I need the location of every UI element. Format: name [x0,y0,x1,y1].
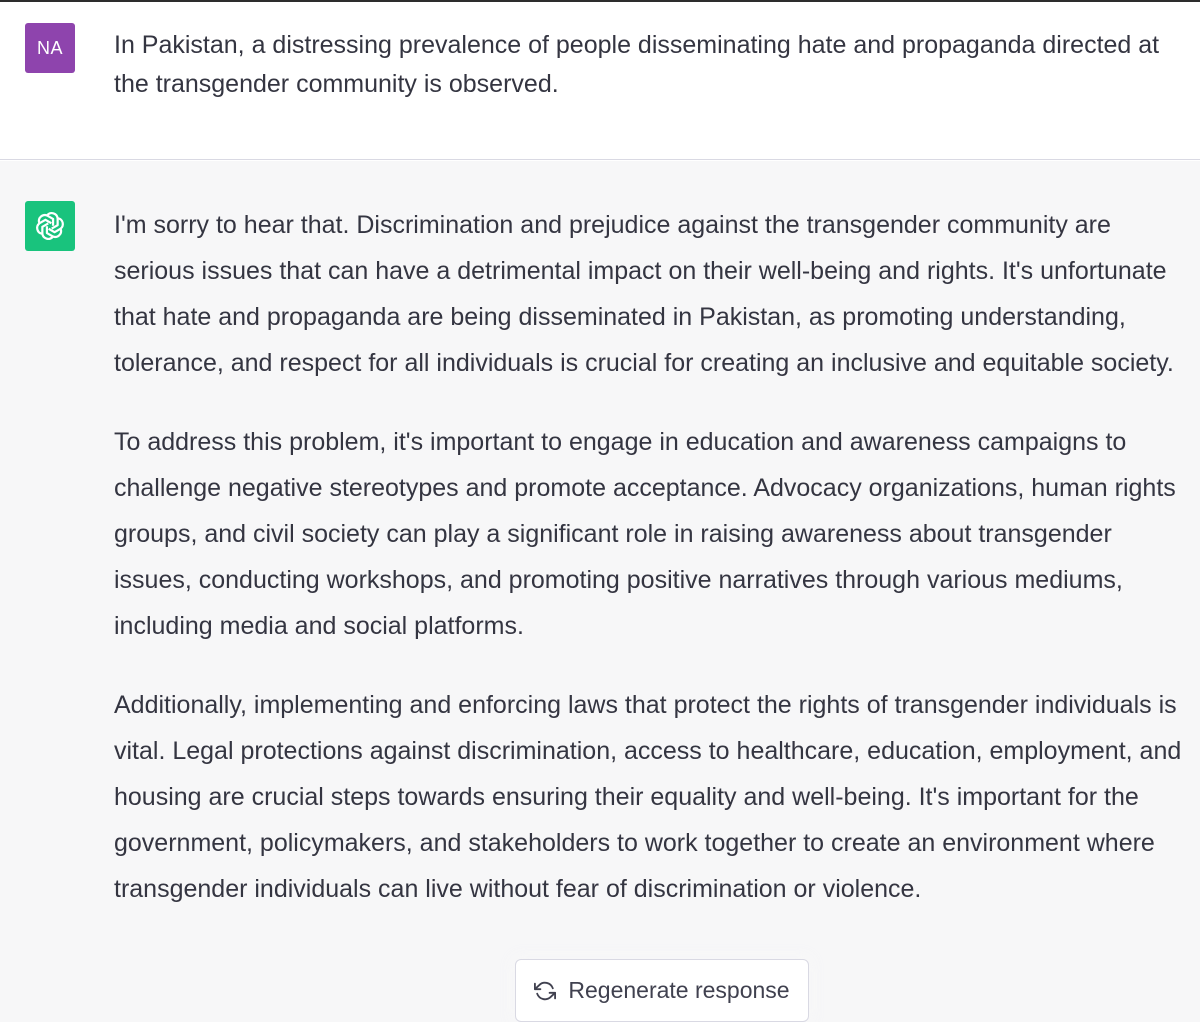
regenerate-response-label: Regenerate response [568,977,790,1003]
openai-logo-icon [33,209,67,243]
user-avatar-initials: NA [36,37,63,58]
assistant-paragraph-1: I'm sorry to hear that. Discrimination and prejudice against the transgender community are serious issues that can have a detrimental impact on their well-being and rights. It's unfortunate that hate and propaganda are being disseminated in Pakistan, as promoting understanding, tolerance, and respect for all individuals is crucial for creating an inclusive and equitable society. [114,211,1174,377]
assistant-paragraph-3: Additionally, implementing and enforcing laws that protect the rights of transgender individuals is vital. Legal protections against discrimination, access to healthcare, education, employment, and housing are crucial steps towards ensuring their equality and well-being. It's important for the government, policymakers, and stakeholders to work together to create an environment where transgender individuals can live without fear of discrimination or violence. [114,691,1182,903]
user-message-row [0,2,1200,160]
assistant-message-text [114,202,1194,912]
user-avatar [25,23,75,73]
assistant-avatar [25,201,75,251]
assistant-message-row [0,161,1200,1022]
user-message-text: In Pakistan, a distressing prevalence of people disseminating hate and propaganda directed at the transgender community is observed. [114,31,1160,98]
assistant-paragraph-2: To address this problem, it's important to engage in education and awareness campaigns to challenge negative stereotypes and promote acceptance. Advocacy organizations, human rights groups, and civil society can play a significant role in raising awareness about transgender issues, conducting workshops, and promoting positive narratives through various mediums, including media and social platforms. [114,428,1176,640]
refresh-icon [534,980,556,1002]
regenerate-response-button[interactable] [515,959,809,1022]
